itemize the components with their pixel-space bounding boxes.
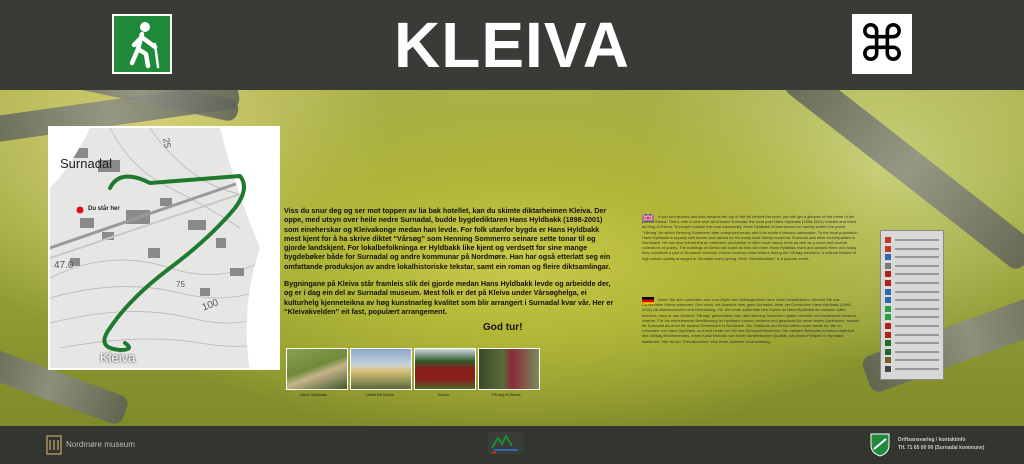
legend-row — [885, 323, 941, 329]
legend-row — [885, 289, 941, 295]
legend-symbol-icon — [885, 357, 891, 363]
legend-text-line — [895, 316, 939, 318]
legend-symbol-icon — [885, 237, 891, 243]
legend-symbol-icon — [885, 263, 891, 269]
legend-symbol-icon — [885, 349, 891, 355]
legend-row — [885, 254, 941, 260]
english-text: If you turn around and look towards the top of the hill behind the hotel, you will get a glimpse of the home of the poet at Kleiva. There, with a view over all of lower Surnadal, the local poet Hans Hyldbakk (1898-2001) resided and ruled as King of Kleiva. To people outside the rural community, Hans Hyldbakk is best known for having written the poem “Vårsøg” for which Henning Sommerro later composed music and thus made it famous nationwide. To the local population Hans Hyldbakk is equally well known and valued for his many local history books for Surnadal and other municipalities in Nordmøre. He has also left behind an extensive production of other local history texts as well as a novel and several collections of poetry. The buildings at Kleiva still stand as they did when Hans Hyldbakk lived and worked there and today they constitute a part of Surnadal museum. Kleiva receives most visitors during the Vårsøg weekend, a cultural festival of high artistic quality arranged in Surnadal every spring. Here “Kleivakvelden” is a popular event. — [642, 214, 858, 261]
legend-text-line — [895, 265, 939, 267]
legend-row — [885, 246, 941, 252]
legend-text-line — [895, 282, 939, 284]
legend-symbol-icon — [885, 314, 891, 320]
map-contour-label-25: 25 — [161, 137, 173, 149]
norwegian-paragraph-2: Bygningane på Kleiva står framleis slik dei gjorde medan Hans Hyldbakk levde og arbeidde der, og er i dag ein del av Surnadal museum. Mest folk er det på Kleiva under Vårsøghelga, ei kulturhelg kjenneteikna av høg kunstnarleg kvalitet som blir arrangert i Surnadal kvar vår. Her er “Kleivakvelden” eit fast, populært arrangement. — [284, 279, 614, 316]
legend-text-line — [895, 334, 939, 336]
legend-row — [885, 297, 941, 303]
photo-valley-view — [350, 348, 412, 390]
legend-symbol-icon — [885, 366, 891, 372]
legend-symbol-icon — [885, 280, 891, 286]
photo-hikers — [478, 348, 540, 390]
partner-logo-icon — [488, 432, 524, 454]
legend-symbol-icon — [885, 254, 891, 260]
legend-row — [885, 332, 941, 338]
legend-symbol-icon — [885, 246, 891, 252]
contact-phone: Tlf. 71 65 00 00 (Surnadal kommune) — [898, 445, 985, 451]
legend-symbol-icon — [885, 340, 891, 346]
legend-row — [885, 349, 941, 355]
legend-text-line — [895, 351, 939, 353]
map-label-destination: Kleiva — [100, 350, 136, 365]
closing-greeting: God tur! — [483, 322, 523, 333]
legend-row — [885, 263, 941, 269]
map-contour-label-100: 100 — [200, 297, 221, 314]
photo-caption-2: Utsikt frå Kleiva — [366, 392, 394, 397]
trail-map — [48, 126, 280, 370]
header-bar — [0, 0, 1024, 90]
legend-symbol-icon — [885, 271, 891, 277]
legend-symbol-icon — [885, 297, 891, 303]
legend-text-line — [895, 359, 939, 361]
footer-bar — [0, 426, 1024, 464]
legend-text-line — [895, 299, 939, 301]
map-legend — [880, 230, 944, 380]
museum-name: Nordmøre museum — [66, 440, 135, 449]
legend-row — [885, 357, 941, 363]
surnadal-kommune-shield-icon — [870, 433, 890, 457]
legend-row — [885, 366, 941, 372]
contact-title: Driftsansvarleg / kontaktinfo — [898, 437, 966, 443]
legend-row — [885, 340, 941, 346]
legend-text-line — [895, 248, 939, 250]
legend-text-line — [895, 291, 939, 293]
legend-text-line — [895, 239, 939, 241]
legend-text-line — [895, 368, 939, 370]
photo-caption-1: Hans Hyldbakk — [300, 392, 327, 397]
map-label-town: Surnadal — [60, 156, 113, 171]
legend-text-line — [895, 256, 939, 258]
page-title: KLEIVA — [394, 9, 630, 81]
norwegian-text — [284, 206, 614, 324]
german-text: Wenn Sie sich umdrehen und zum Gipfel des Abhangs hinter dem Hotel hinaufblicken, können Sie das Dichterheim Kleiva erkennen. Dort oben, mit Aussicht über ganz Surnadal, lebte der Dorfdichter Hans Hyldbakk (1898-2001) als Alleinherrscher und Kleivakönig. Für die Leute außerhalb des Dorfes ist Hans Hyldbakk am meisten dafür bekannt, dass er das Gedicht “Vårsøg” geschrieben hat, das Henning Sommerro später vertonte und landesweit bekannt machte. Für die einheimische Bevölkerung ist Hyldbakk ebenso bekannt und geschätzt für seine vielen Dorfbücher, sowohl für Surnadal als auch für andere Gemeinden in Nordmøre. Die Gebäude auf Kleiva stehen noch heute so, wie zu Lebzeiten von Hans Hyldbakk, und sind heute ein Teil des Surnadal Museums. Die meisten Besucher kommen während des Vårsøg-Wochenendes, eines Kulturfestivals von hoher künstlerischer Qualität, das jedes Frühjahr in Surnadal stattfindet. Hier ist der “Kleivakvelden” eine feste, beliebte Veranstaltung. — [642, 297, 860, 344]
map-contour-label-47: 47.0 — [54, 260, 74, 271]
place-of-interest-icon: ⌘ — [852, 14, 912, 74]
photo-caption-4: På veg til Kleiva — [492, 392, 521, 397]
legend-row — [885, 314, 941, 320]
legend-symbol-icon — [885, 289, 891, 295]
legend-row — [885, 237, 941, 243]
legend-text-line — [895, 325, 939, 327]
map-contour-label-75: 75 — [176, 280, 185, 289]
legend-row — [885, 306, 941, 312]
photo-red-house — [414, 348, 476, 390]
legend-symbol-icon — [885, 332, 891, 338]
photo-hyldbakk — [286, 348, 348, 390]
legend-symbol-icon — [885, 306, 891, 312]
legend-symbol-icon — [885, 323, 891, 329]
info-panel — [0, 90, 1024, 426]
legend-row — [885, 280, 941, 286]
legend-text-line — [895, 308, 939, 310]
legend-text-line — [895, 273, 939, 275]
nordmore-museum-logo-icon — [46, 435, 62, 455]
norwegian-paragraph-1: Viss du snur deg og ser mot toppen av lia bak hotellet, kan du skimte diktarheimen Kleiva. Der oppe, med utsyn over heile nedre Surnadal, budde bygdediktaren Hans Hyldbakk (1898-2001) som eineherskar og Kleivakonge medan han levde. For folk utanfor bygda er Hans Hyldbakk mest kjent for å ha skrive diktet “Vårsøg” som Henning Sommerro seinare sette tonar til og gjorde landskjent. For lokalbefolkninga er Hyldbakk like kjent og verdsett for sine mange bygdebøker både for Surnadal og andre kommunar på Nordmøre. Han har også etterlatt seg ein omfattande produksjon av andre lokalhistoriske tekstar, samt ein roman og fleire diktsamlingar. — [284, 206, 611, 271]
legend-row — [885, 271, 941, 277]
legend-text-line — [895, 342, 939, 344]
photo-caption-3: Kleiva — [438, 392, 449, 397]
map-label-you-are-here: Du står her — [88, 206, 120, 212]
